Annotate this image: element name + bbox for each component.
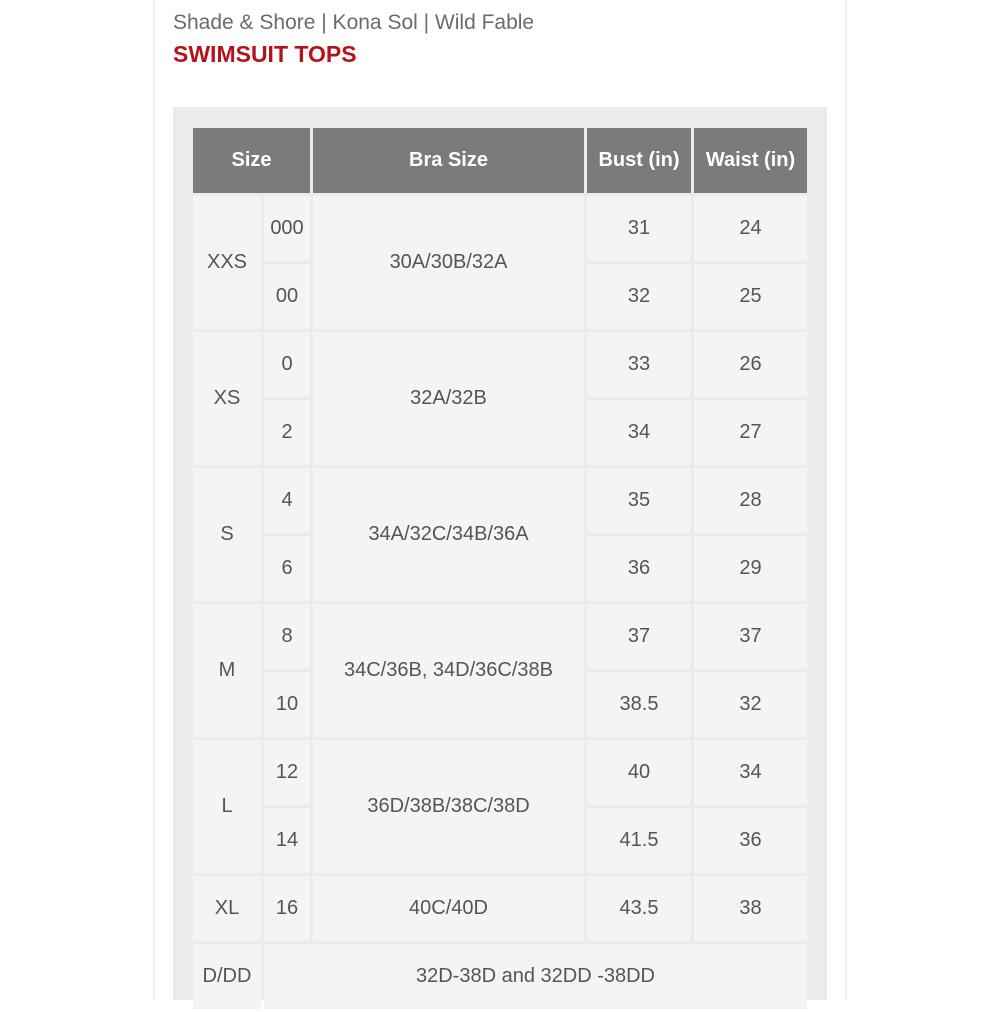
table-row xyxy=(193,332,807,397)
size-number: 12 xyxy=(264,740,310,805)
table-row xyxy=(193,196,807,261)
header-bra-size: Bra Size xyxy=(313,128,584,193)
size-number: 8 xyxy=(264,604,310,669)
table-row xyxy=(193,604,807,669)
size-number: 4 xyxy=(264,468,310,533)
size-letter: S xyxy=(193,468,261,601)
size-number: 16 xyxy=(264,876,310,941)
bust-value: 43.5 xyxy=(587,876,691,941)
waist-value: 26 xyxy=(694,332,807,397)
bust-value: 36 xyxy=(587,536,691,601)
page-edge-left xyxy=(153,0,155,1000)
size-letter: D/DD xyxy=(193,944,261,1009)
waist-value: 28 xyxy=(694,468,807,533)
size-number: 14 xyxy=(264,808,310,873)
waist-value: 38 xyxy=(694,876,807,941)
waist-value: 36 xyxy=(694,808,807,873)
table-row xyxy=(193,876,807,941)
table-header-row xyxy=(193,128,807,193)
waist-value: 27 xyxy=(694,400,807,465)
waist-value: 29 xyxy=(694,536,807,601)
bra-size: 36D/38B/38C/38D xyxy=(313,740,584,873)
size-letter: XS xyxy=(193,332,261,465)
brand-names: Shade & Shore | Kona Sol | Wild Fable xyxy=(173,11,535,34)
bust-value: 37 xyxy=(587,604,691,669)
bra-size: 34C/36B, 34D/36C/38B xyxy=(313,604,584,737)
bra-size: 30A/30B/32A xyxy=(313,196,584,329)
waist-value: 25 xyxy=(694,264,807,329)
category-title: SWIMSUIT TOPS xyxy=(173,41,357,67)
bust-value: 33 xyxy=(587,332,691,397)
bust-value: 35 xyxy=(587,468,691,533)
size-number: 0 xyxy=(264,332,310,397)
header-size: Size xyxy=(193,128,310,193)
size-letter: M xyxy=(193,604,261,737)
size-number: 00 xyxy=(264,264,310,329)
bust-value: 38.5 xyxy=(587,672,691,737)
size-chart-table xyxy=(190,125,810,1012)
size-number: 6 xyxy=(264,536,310,601)
header-waist: Waist (in) xyxy=(694,128,807,193)
size-number: 10 xyxy=(264,672,310,737)
bust-value: 32 xyxy=(587,264,691,329)
table-row xyxy=(193,740,807,805)
bra-size: 32D-38D and 32DD -38DD xyxy=(264,944,807,1009)
waist-value: 24 xyxy=(694,196,807,261)
waist-value: 37 xyxy=(694,604,807,669)
page-edge-right xyxy=(845,0,847,1000)
size-number: 2 xyxy=(264,400,310,465)
bra-size: 32A/32B xyxy=(313,332,584,465)
bust-value: 40 xyxy=(587,740,691,805)
waist-value: 34 xyxy=(694,740,807,805)
bra-size: 40C/40D xyxy=(313,876,584,941)
table-row xyxy=(193,944,807,1009)
size-letter: XL xyxy=(193,876,261,941)
header-bust: Bust (in) xyxy=(587,128,691,193)
bust-value: 31 xyxy=(587,196,691,261)
bust-value: 34 xyxy=(587,400,691,465)
size-number: 000 xyxy=(264,196,310,261)
size-letter: XXS xyxy=(193,196,261,329)
bra-size: 34A/32C/34B/36A xyxy=(313,468,584,601)
table-row xyxy=(193,468,807,533)
size-letter: L xyxy=(193,740,261,873)
bust-value: 41.5 xyxy=(587,808,691,873)
waist-value: 32 xyxy=(694,672,807,737)
